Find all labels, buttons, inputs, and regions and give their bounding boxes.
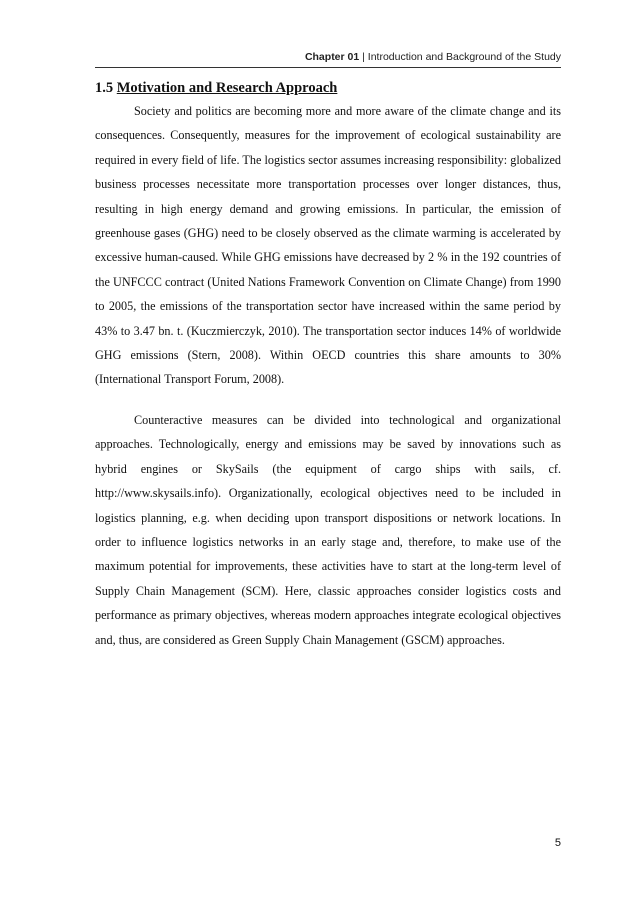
section-number: 1.5: [95, 80, 114, 96]
header-separator: |: [359, 51, 368, 63]
header-chapter-label: Chapter 01: [304, 51, 360, 63]
running-header: [95, 50, 561, 64]
page-number: 5: [554, 837, 561, 849]
header-divider: [95, 67, 561, 68]
section-title: Motivation and Research Approach: [116, 80, 338, 96]
header-chapter-title: Introduction and Background of the Study: [367, 51, 561, 63]
body-paragraph: Society and politics are becoming more and more aware of the climate change and its consequences. Consequently, measures for the improvement of ecological sustainability are required in every field of life. The logistics sector assumes increasing responsibility: globalized business processes necessitate more transportation processes over longer distances, thus, resulting in high energy demand and growing emissions. In particular, the emission of greenhouse gases (GHG) need to be closely observed as the climate warming is accelerated by excessive human-caused. While GHG emissions have decreased by 2 % in the 192 countries of the UNFCCC contract (United Nations Framework Convention on Climate Change) from 1990 to 2005, the emissions of the transportation sector have increased within the same period by 43% to 3.47 bn. t. (Kuczmierczyk, 2010). The transportation sector induces 14% of worldwide GHG emissions (Stern, 2008). Within OECD countries this share amounts to 30% (International Transport Forum, 2008).: [95, 104, 561, 387]
section-heading: [95, 78, 337, 98]
body-paragraph: Counteractive measures can be divided into technological and organizational approaches. Technologically, energy and emissions may be saved by innovations such as hybrid engines or SkySails (the equipment of cargo ships with sails, cf. http://www.skysails.info). Organizationally, ecological objectives need to be included in logistics planning, e.g. when deciding upon transport dispositions or network locations. In order to influence logistics networks in an early stage and, therefore, to make use of the maximum potential for improvements, these activities have to start at the long-term level of Supply Chain Management (SCM). Here, classic approaches consider logistics costs and performance as primary objectives, whereas modern approaches integrate ecological objectives and, thus, are considered as Green Supply Chain Management (GSCM) approaches.: [95, 413, 561, 647]
